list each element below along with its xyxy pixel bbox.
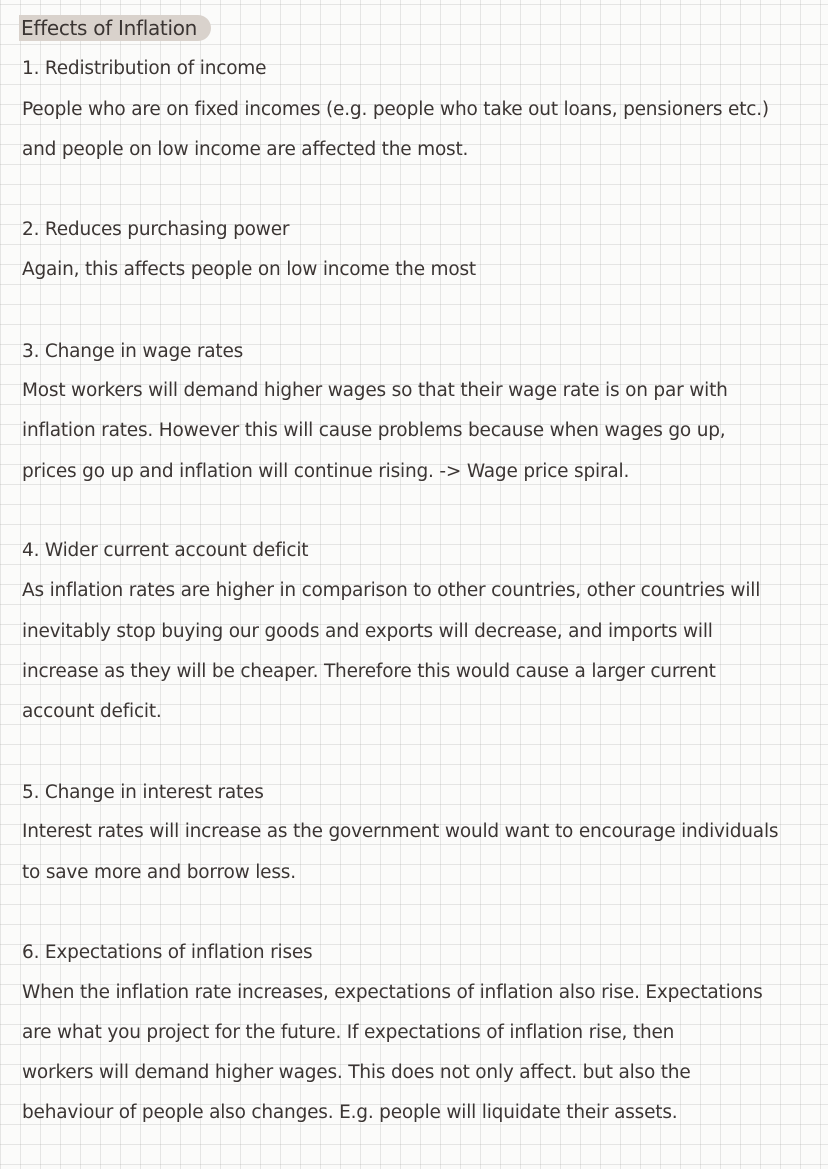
section-text-line: Interest rates will increase as the government would want to encourage individuals [22,821,779,842]
page-title: Effects of Inflation [19,15,211,41]
section-text-line: Most workers will demand higher wages so that their wage rate is on par with [22,380,728,401]
section-text-line: increase as they will be cheaper. Therefore this would cause a larger current [22,661,716,682]
section-text-line: workers will demand higher wages. This does not only affect. but also the [22,1062,691,1083]
section-text-line: prices go up and inflation will continue rising. -> Wage price spiral. [22,461,630,482]
section-text-line: account deficit. [22,701,162,722]
section-text-line: When the inflation rate increases, expectations of inflation also rise. Expectations [22,982,763,1003]
section-text-line: As inflation rates are higher in comparison to other countries, other countries will [22,580,761,601]
section-heading: 1. Redistribution of income [22,58,267,79]
section-text-line: and people on low income are affected the most. [22,139,469,160]
section-text-line: People who are on fixed incomes (e.g. people who take out loans, pensioners etc.) [22,99,769,120]
section-text-line: inflation rates. However this will cause problems because when wages go up, [22,420,726,441]
section-heading: 4. Wider current account deficit [22,540,309,561]
section-heading: 3. Change in wage rates [22,341,244,362]
section-text-line: behaviour of people also changes. E.g. people will liquidate their assets. [22,1102,678,1123]
section-text-line: to save more and borrow less. [22,862,296,883]
section-heading: 2. Reduces purchasing power [22,219,290,240]
section-text-line: are what you project for the future. If expectations of inflation rise, then [22,1022,675,1043]
section-heading: 6. Expectations of inflation rises [22,942,313,963]
section-text-line: Again, this affects people on low income the most [22,259,476,280]
section-text-line: inevitably stop buying our goods and exports will decrease, and imports will [22,621,713,642]
section-heading: 5. Change in interest rates [22,782,264,803]
